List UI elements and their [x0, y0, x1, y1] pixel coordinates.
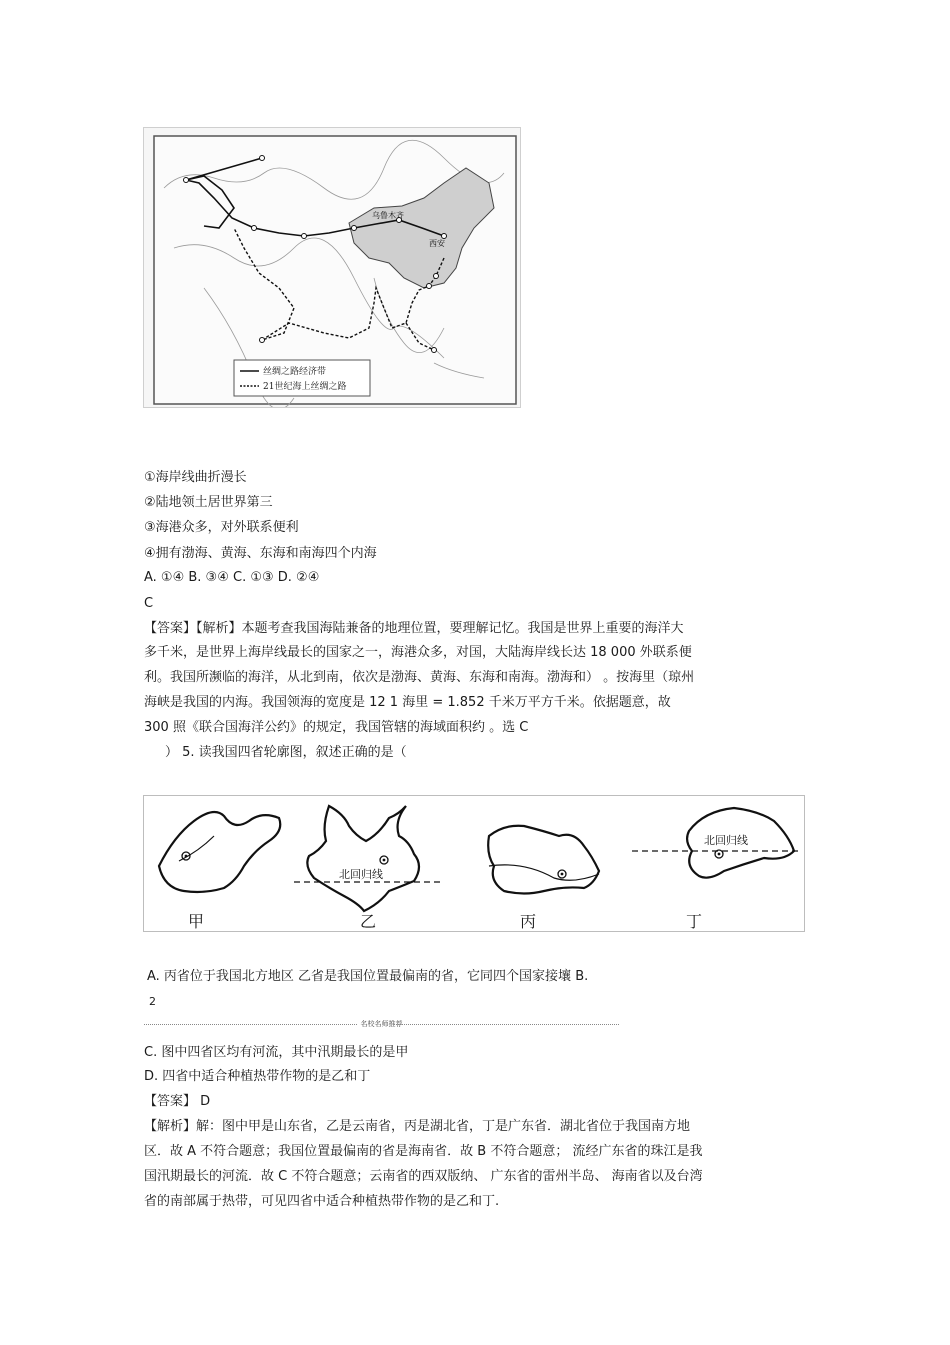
tropic-label-ding: 北回归线: [704, 834, 748, 847]
option-2: ②陆地领土居世界第三: [144, 495, 273, 510]
q4-answer: C: [144, 596, 154, 611]
province-label-jia: 甲: [188, 912, 205, 931]
q5-explanation-line-2: 区．故 A 不符合题意；我国位置最偏南的省是海南省．故 B 不符合题意； 流经广东省的珠江是我: [144, 1144, 703, 1159]
province-label-yi: 乙: [360, 912, 377, 931]
q4-choices: A. ①④ B. ③④ C. ①③ D. ②④: [144, 570, 320, 585]
province-outlines-graphic: [144, 796, 804, 931]
city-xian: 西安: [429, 239, 445, 248]
q5-option-d: D. 四省中适合种植热带作物的是乙和丁: [144, 1069, 371, 1084]
tropic-label-yi: 北回归线: [339, 868, 383, 881]
q5-option-a-cont: 2: [149, 995, 156, 1008]
province-outlines: [143, 795, 805, 932]
page-divider: [144, 1019, 619, 1031]
silk-road-map-graphic: [144, 128, 520, 407]
q4-explanation-line-2: 多千米，是世界上海岸线最长的国家之一，海港众多，对国，大陆海岸线长达 18 000 外联系便: [144, 645, 692, 660]
q4-explanation-line-1: 【答案】【解析】本题考查我国海陆兼备的地理位置，要理解记忆。我国是世界上重要的海洋大: [144, 621, 684, 636]
divider-text: 名校名师推荐: [358, 1020, 406, 1028]
q4-explanation-line-3: 利。我国所濒临的海洋，从北到南，依次是渤海、黄海、东海和南海。渤海和） 。按海里（琼州: [144, 670, 695, 685]
q5-answer: 【答案】 D: [144, 1094, 211, 1109]
q5-option-c: C. 图中四省区均有河流，其中汛期最长的是甲: [144, 1045, 409, 1060]
q5-explanation-line-1: 【解析】解：图中甲是山东省，乙是云南省，丙是湖北省，丁是广东省．湖北省位于我国南方地: [144, 1119, 691, 1134]
q5-title: ） 5. 读我国四省轮廓图，叙述正确的是（: [165, 745, 407, 760]
q4-explanation-line-5: 300 照《联合国海洋公约》的规定，我国管辖的海域面积约 。选 C: [144, 720, 529, 735]
option-3: ③海港众多，对外联系便利: [144, 520, 299, 535]
legend-sea-label: 21世纪海上丝绸之路: [263, 382, 347, 392]
q4-explanation-line-4: 海峡是我国的内海。我国领海的宽度是 12 1 海里 = 1.852 千米万平方千米。依据题意，故: [144, 695, 671, 710]
province-label-bing: 丙: [520, 912, 537, 931]
q5-explanation-line-3: 国汛期最长的河流．故 C 不符合题意；云南省的西双版纳、 广东省的雷州半岛、 海南省以及台湾: [144, 1169, 703, 1184]
legend-land-label: 丝绸之路经济带: [263, 367, 327, 377]
q5-explanation-line-4: 省的南部属于热带，可见四省中适合种植热带作物的是乙和丁.: [144, 1194, 500, 1209]
silk-road-map: [143, 127, 521, 408]
q5-option-a: A. 丙省位于我国北方地区 乙省是我国位置最偏南的省，它同四个国家接壤 B.: [147, 969, 589, 984]
option-4: ④拥有渤海、黄海、东海和南海四个内海: [144, 546, 377, 561]
option-1: ①海岸线曲折漫长: [144, 470, 247, 485]
province-label-ding: 丁: [686, 912, 703, 931]
city-urumqi: 乌鲁木齐: [372, 211, 404, 220]
